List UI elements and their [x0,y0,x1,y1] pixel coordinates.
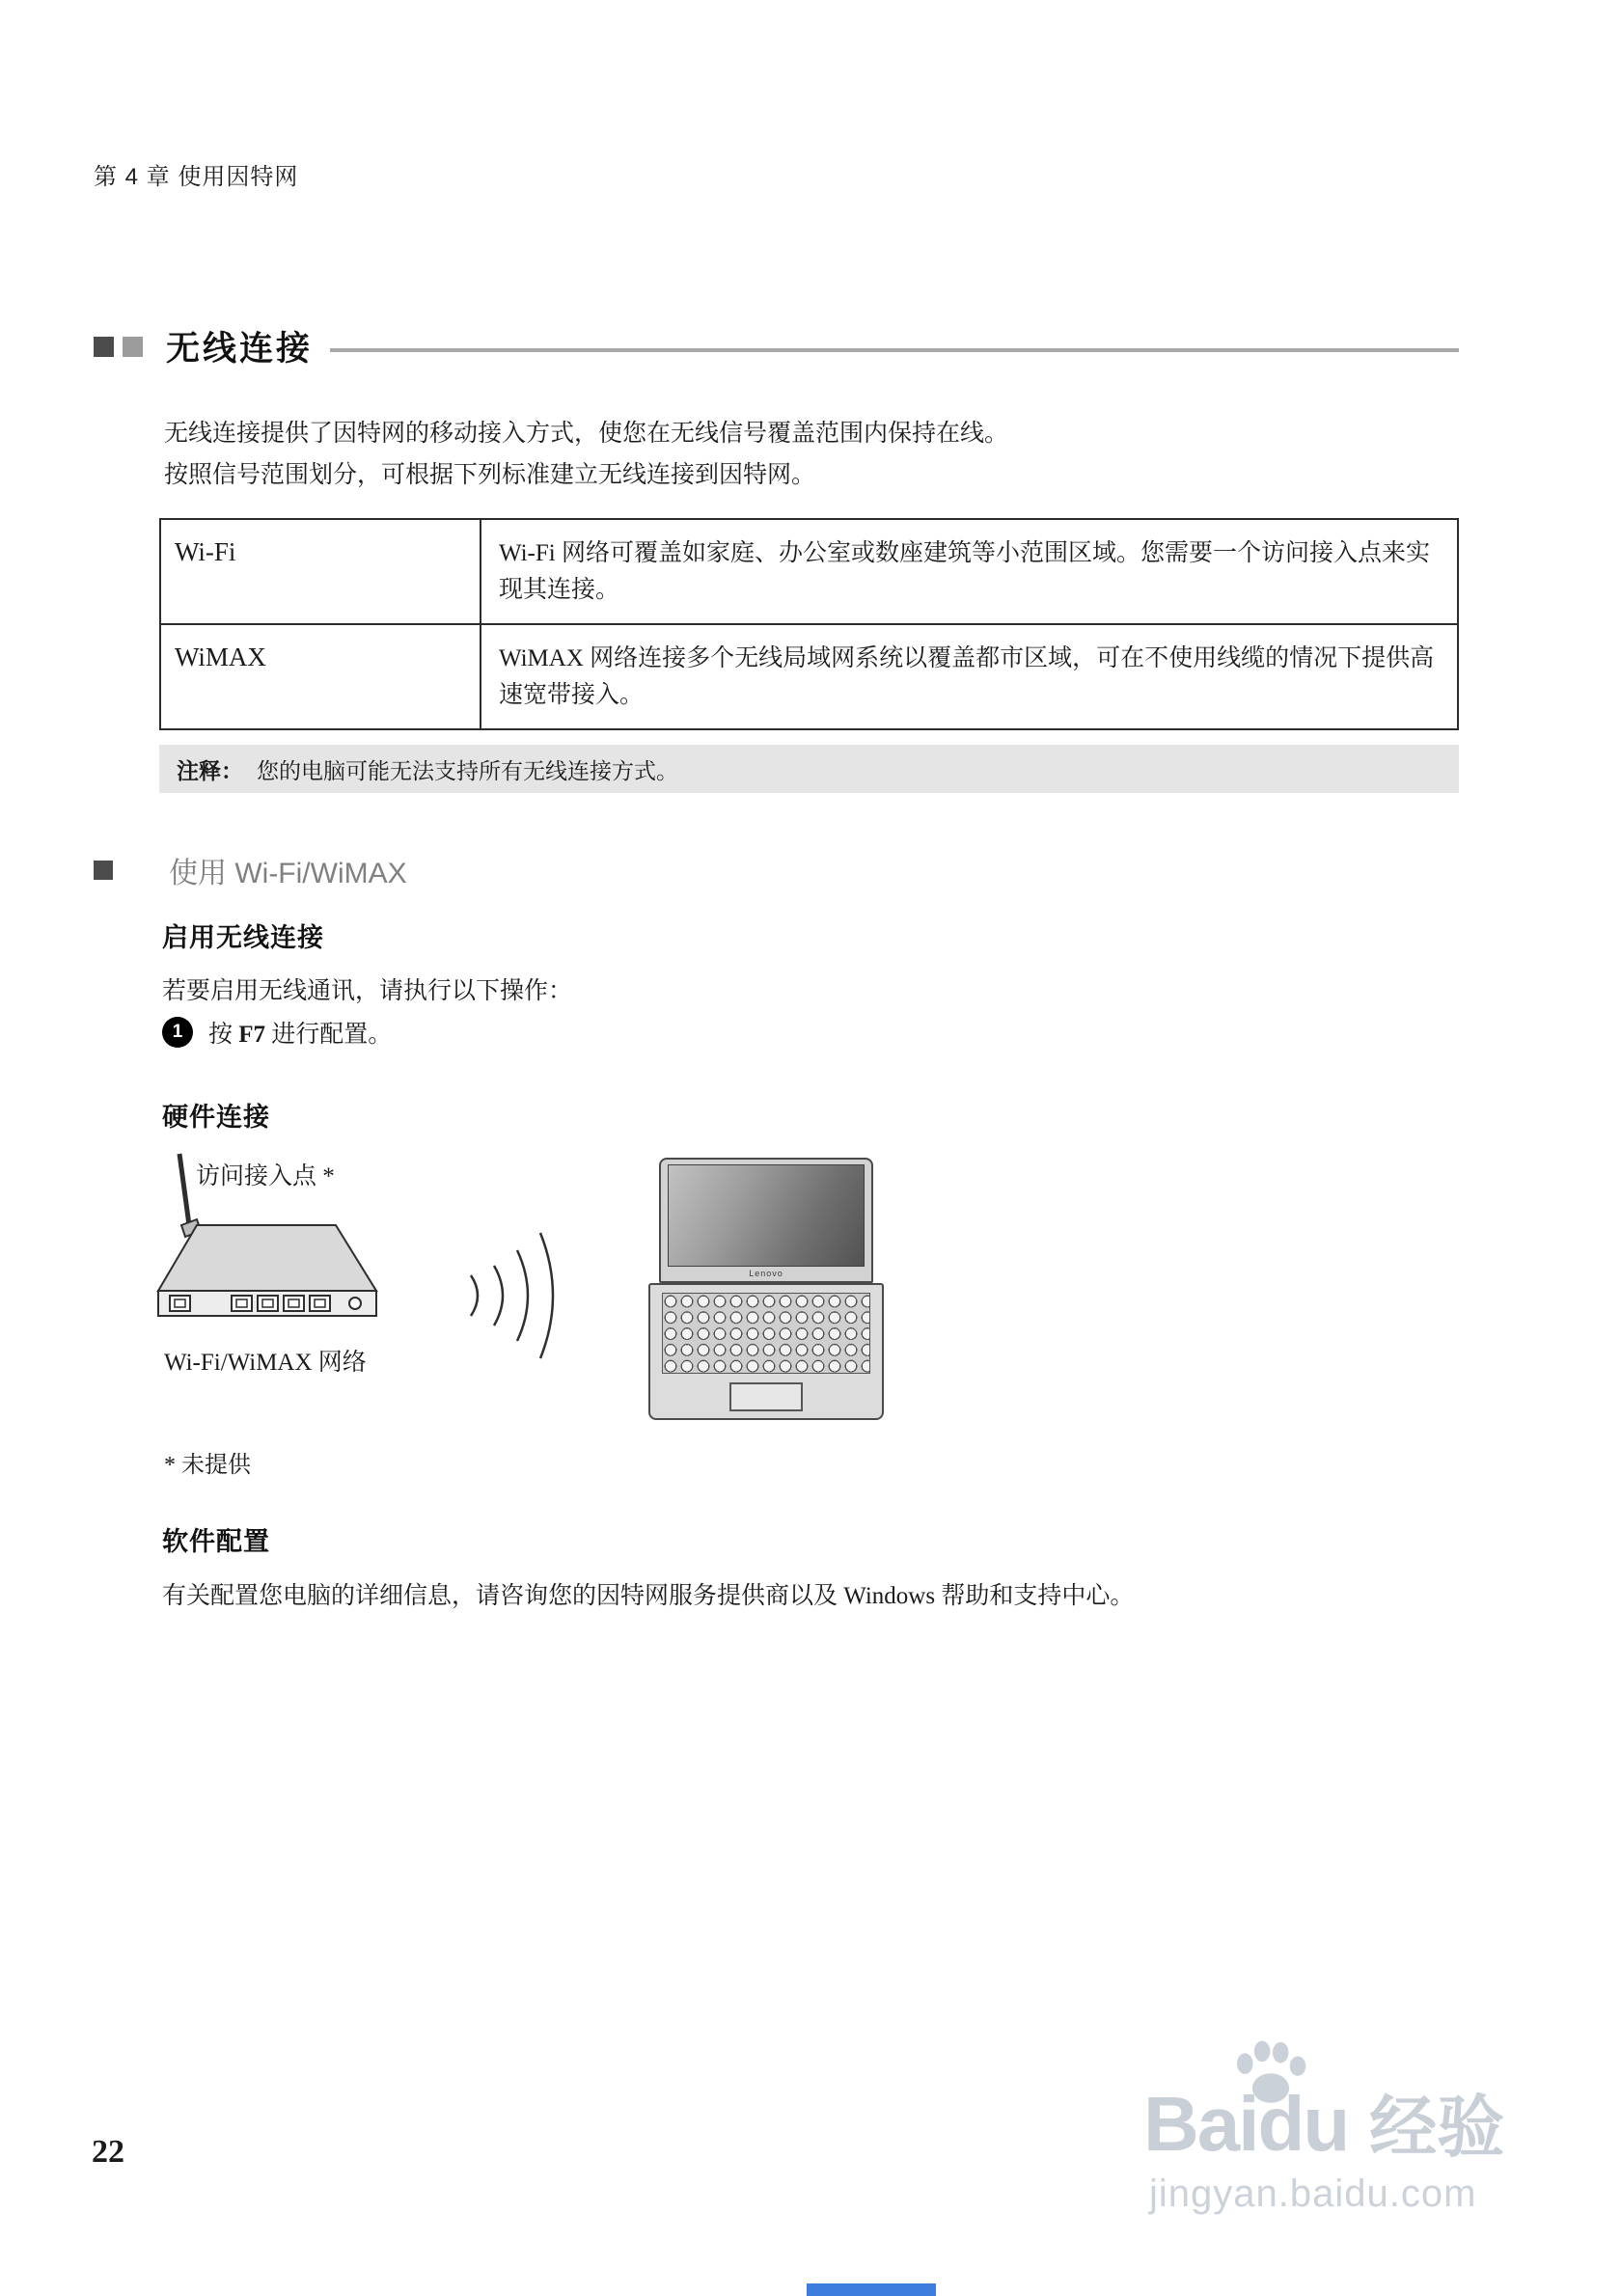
chapter-header: 第 4 章 使用因特网 [94,164,299,190]
laptop-touchpad [729,1382,803,1411]
watermark-url: jingyan.baidu.com [1149,2173,1477,2215]
note-bar [159,745,1459,793]
watermark-brand-cn: 经验 [1369,2089,1505,2165]
bullet-square-light-icon [123,337,143,357]
hardware-connection-heading: 硬件连接 [162,1103,270,1132]
laptop-display [668,1164,865,1267]
baidu-watermark [1143,2037,1607,2230]
page-number: 22 [92,2134,124,2170]
bullet-square-dark-icon [94,337,114,357]
laptop-base [648,1283,884,1420]
bullet-square-icon [94,861,113,880]
laptop-graphic [648,1158,884,1420]
router-graphic [145,1148,386,1333]
section-intro [164,413,1447,496]
software-config-text: 有关配置您电脑的详细信息，请咨询您的因特网服务提供商以及 Windows 帮助和支持中心。 [162,1583,1135,1609]
laptop-keyboard [662,1293,870,1374]
laptop-screen [659,1158,873,1283]
laptop-brand-logo: Lenovo [749,1269,783,1278]
wireless-types-table [159,518,1459,730]
step-number-badge: 1 [162,1017,193,1048]
subsection-title: 使用 Wi-Fi/WiMAX [169,858,407,889]
subsection-heading [94,849,407,891]
watermark-brand: Baidu [1143,2081,1349,2167]
section-title: 无线连接 [166,330,314,368]
network-label: Wi-Fi/WiMAX 网络 [164,1350,367,1376]
intro-line-1: 无线连接提供了因特网的移动接入方式，使您在无线信号覆盖范围内保持在线。 [164,421,1009,447]
signal-waves-icon [465,1221,573,1372]
table-cell-term: WiMAX [160,624,481,729]
section-title-row [94,322,1459,370]
table-cell-description: WiMAX 网络连接多个无线局域网系统以覆盖都市区域，可在不使用线缆的情况下提供高速宽带接入。 [481,624,1458,729]
table-row-wimax [160,624,1458,729]
enable-wireless-intro: 若要启用无线通讯，请执行以下操作： [162,978,573,1004]
step-1 [162,1015,392,1050]
software-config-heading: 软件配置 [162,1527,270,1556]
access-point-label: 访问接入点 * [196,1163,335,1189]
table-row-wifi [160,519,1458,624]
key-f7: F7 [238,1022,266,1048]
table-cell-term: Wi-Fi [160,519,481,624]
footnote: * 未提供 [164,1453,251,1478]
bottom-blue-strip [807,2283,936,2296]
intro-line-2: 按照信号范围划分，可根据下列标准建立无线连接到因特网。 [164,462,816,488]
note-label: 注释： [177,757,243,783]
note-text: 您的电脑可能无法支持所有无线连接方式。 [257,758,678,783]
table-cell-description: Wi-Fi 网络可覆盖如家庭、办公室或数座建筑等小范围区域。您需要一个访问接入点来实现其连接。 [481,519,1458,624]
watermark-brand-row [1143,2081,1505,2167]
enable-wireless-heading: 启用无线连接 [162,923,324,952]
step-text: 按 F7 进行配置。 [208,1022,393,1048]
title-divider [330,348,1459,352]
